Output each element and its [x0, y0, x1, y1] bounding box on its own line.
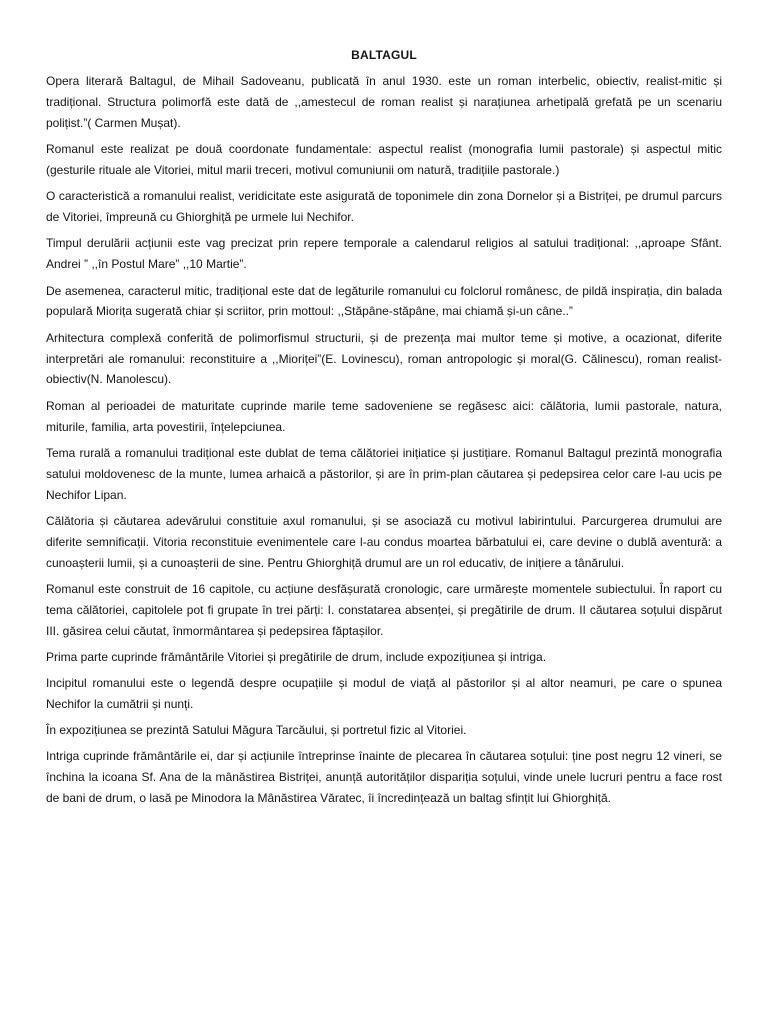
- paragraph: Prima parte cuprinde frământările Vitoriei și pregătirile de drum, include expozițiunea și intriga.: [46, 649, 547, 664]
- paragraph: Roman al perioadei de maturitate cuprinde marile teme sadoveniene se regăsesc aici: călătoria, lumii pastorale, natura, miturile, familia, arta povestirii, înțelepciunea.: [46, 398, 722, 434]
- paragraph: Incipitul romanului este o legendă despre ocupațiile și modul de viață al păstorilor și al altor neamuri, pe care o spunea Nechifor la cumătrii și nunți.: [46, 676, 722, 711]
- paragraph: Tema rurală a romanului tradițional este dublat de tema călătoriei inițiatice și justițiare. Romanul Baltagul prezintă monografia satului moldovenesc de la munte, lumea arhaică a păstorilor, și are în prim-plan căutarea și pedepsirea celor care l-au ucis pe Nechifor Lipan.: [46, 445, 722, 502]
- paragraph: Călătoria și căutarea adevărului constituie axul romanului, și se asociază cu motivul labirintului. Parcurgerea drumului are diferite semnificații. Vitoria reconstituie evenimentele care l-au condus moartea bărbatului ei, care devine o dublă aventură: a cunoașterii lumii, și a cunoașterii de sine. Pentru Ghiorghiță drumul are un rol educativ, de inițiere a tânărului.: [46, 513, 722, 570]
- document-title: BALTAGUL: [351, 48, 417, 62]
- document-page: [46, 45, 722, 814]
- paragraph: De asemenea, caracterul mitic, tradițional este dat de legăturile romanului cu folclorul românesc, de pildă inspirația, din balada populară Miorița sugerată chiar și scriitor, prin mottoul: ,,Stăpâne-stăpâne, mai chiamă și-un câne..”: [46, 283, 722, 319]
- paragraph: O caracteristică a romanului realist, veridicitate este asigurată de toponimele din zona Dornelor și a Bistriței, pe drumul parcurs de Vitoriei, împreună cu Ghiorghiță pe urmele lui Nechifor.: [46, 189, 722, 225]
- paragraph: În expozițiunea se prezintă Satului Măgura Tarcăului, și portretul fizic al Vitoriei.: [46, 723, 467, 738]
- paragraph: Arhitectura complexă conferită de polimorfismul structurii, și de prezența mai multor teme și motive, a ocazionat, diferite interpretări ale romanului: reconstituire a ,,Mioriței”(E. Lovinescu), roman antropologic și moral(G. Călinescu), roman realist-obiectiv(N. Manolescu).: [46, 330, 722, 387]
- paragraph: Romanul este construit de 16 capitole, cu acțiune desfășurată cronologic, care urmărește momentele subiectului. În raport cu tema călătoriei, capitolele pot fi grupate în trei părți: I. constatarea absenței, și pregătirile de drum. II căutarea soțului dispărut III. găsirea celui căutat, înmormântarea și pedepsirea făptașilor.: [46, 581, 722, 638]
- paragraph: Timpul derulării acțiunii este vag precizat prin repere temporale a calendarul religios al satului tradițional: ,,aproape Sfânt. Andrei ” ,,în Postul Mare” ,,10 Martie”.: [46, 236, 722, 272]
- paragraph: Intriga cuprinde frământările ei, dar și acțiunile întreprinse înainte de plecarea în căutarea soțului: ține post negru 12 vineri, se închina la icoana Sf. Ana de la mânăstirea Bistriței, anunță autorităților dispariția soțului, vinde unele lucruri pentru a face rost de bani de drum, o lasă pe Minodora la Mânăstirea Văratec, îi încredințează un baltag sfințit lui Ghiorghiță.: [46, 749, 722, 806]
- paragraph: Opera literară Baltagul, de Mihail Sadoveanu, publicată în anul 1930. este un roman interbelic, obiectiv, realist-mitic și tradițional. Structura polimorfă este dată de ,,amestecul de roman realist și narațiunea arhetipală grefată pe un scenariu polițist.”( Carmen Mușat).: [46, 74, 722, 131]
- paragraph: Romanul este realizat pe două coordonate fundamentale: aspectul realist (monografia lumii pastorale) și aspectul mitic (gesturile rituale ale Vitoriei, mitul marii treceri, motivul comuniunii om natură, tradițiile pastorale.): [46, 142, 722, 178]
